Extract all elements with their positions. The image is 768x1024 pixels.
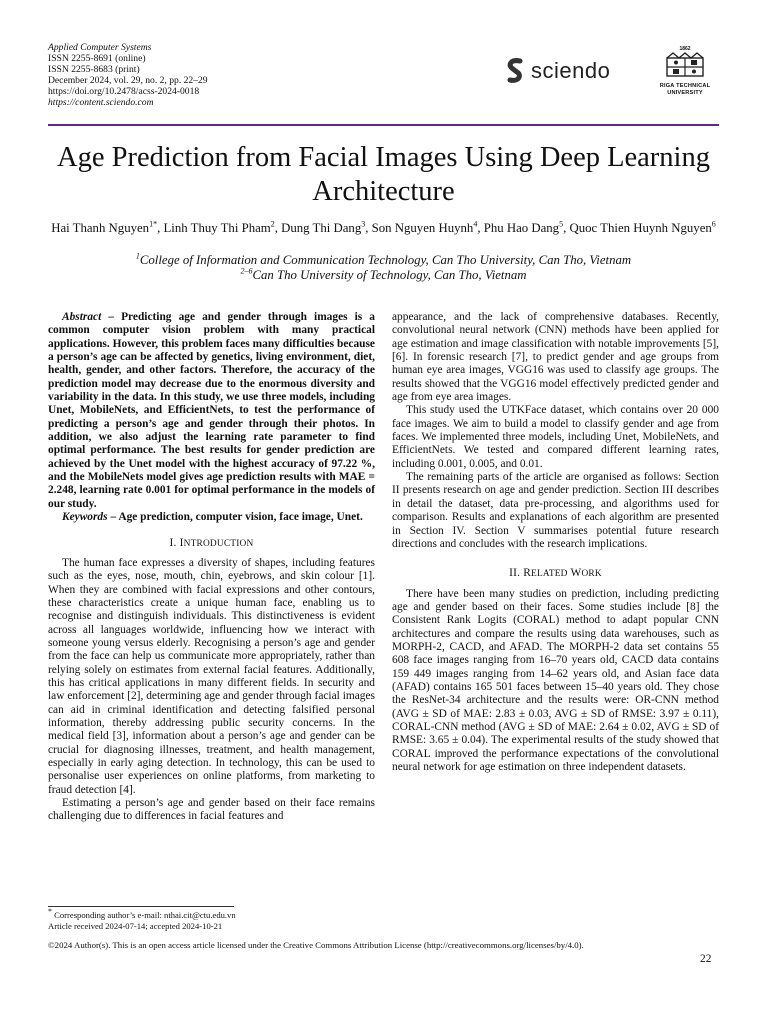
affiliation-text: Can Tho University of Technology, Can Tho, Vietnam	[252, 268, 527, 282]
affiliation-text: College of Information and Communication Technology, Can Tho University, Can Tho, Vietnam	[139, 253, 632, 267]
journal-name: Applied Computer Systems	[48, 42, 152, 53]
affiliation-sup: 1	[135, 251, 140, 261]
author-sup: 6	[711, 219, 716, 229]
section-heading-related-work: II. RELATED WORK	[509, 567, 602, 580]
sciendo-wordmark: sciendo	[531, 58, 611, 83]
paragraph: The remaining parts of the article are organised as follows: Section II presents research on age and gender prediction. Section III describes in detail the dataset, data pre-processing, and algorithms used for comparison. Results and explanations of each algorithm are presented in Section IV. Section V summarises potential future research directions and concludes with the research implications.	[392, 471, 719, 550]
affiliation-sup: 2–6	[240, 266, 253, 276]
rtu-name-line2: UNIVERSITY	[667, 89, 703, 96]
corresponding-author-note: * Corresponding author’s e-mail: nthai.cit@ctu.edu.vn	[48, 907, 236, 920]
paragraph: There have been many studies on prediction, including predicting age and gender based on their faces. Some studies include [8] the Consistent Rank Logits (CORAL) method to adapt popular CNN architectures and compare the results using data warehouses, such as MORPH-2, CACD, and AFAD. The MORPH-2 data set contains 55 608 face images ranging from 16–70 years old, CACD data contains 159 449 images ranging from 14–62 years old, and Asian face data (AFAD) contains 165 501 faces between 15–40 years old. They chose the ResNet-34 architecture and the results were: OR-CNN method (AVG ± SD of MAE: 2.83 ± 0.03, AVG ± SD of RMSE: 3.97 ± 0.11), CORAL-CNN method (AVG ± SD of MAE: 2.64 ± 0.02, AVG ± SD of RMSE: 3.65 ± 0.04). The experimental results of the study showed that CORAL improved the performance expectations of the convolutional neural network for age estimation on three independent datasets.	[392, 587, 719, 773]
author-sup: 3	[361, 219, 366, 229]
abstract	[48, 311, 375, 511]
author-name: Linh Thuy Thi Pham	[163, 221, 271, 235]
license-notice: ©2024 Author(s). This is an open access article licensed under the Creative Commons Attribution License (http://creativecommons.org/licenses/by/4.0).	[48, 940, 584, 950]
paragraph: appearance, and the lack of comprehensive databases. Recently, convolutional neural network (CNN) methods have been applied for age estimation and image classification with notable improvements [5], [6]. In forensic research [7], to predict gender and age groups from human eye area images, VGG16 was used to classify age groups. The results showed that the VGG16 model effectively predicted gender and age from eye area images.	[392, 311, 719, 404]
page-number: 22	[700, 953, 712, 965]
author-list: Hai Thanh Nguyen$^{1*}$, Linh Thuy Thi Pham$^2$, Dung Thi Dang$^3$, Son Nguyen Huynh$^4$, Phu Hao Dang$^5$, Quoc Thien Huynh Nguyen$^6$	[51, 219, 716, 235]
journal-info	[48, 42, 348, 108]
paragraph: The human face expresses a diversity of shapes, including features such as the eyes, nose, mouth, chin, eyebrows, and skin colour [1]. When they are combined with facial expressions and other contours, these characteristics create a unique human face, enabling us to recognise and distinguish individuals. This distinctiveness is evident across all languages worldwide, influencing how we interact with someone young versus elderly. Recognising a person’s age and gender from the face can help us communicate more appropriately, rather than relying solely on estimates from external facial features. Additionally, this has critical applications in many different fields. In security and law enforcement [2], determining age and gender through facial images can aid in criminal identification and detecting falsified personal information, thereby addressing public security concerns. In the medical field [3], information about a person’s age and gender can be crucial for diagnosing illnesses, treatment, and health management, especially in early aging detection. In technology, this can be used to personalise user experiences on online platforms, from marketing to fraud detection [4].	[48, 556, 375, 796]
sciendo-mark-icon	[505, 58, 525, 84]
abstract-lead: Abstract	[62, 311, 102, 323]
author-sup: 2	[270, 219, 275, 229]
paper-title: Age Prediction from Facial Images Using Deep Learning Architecture	[57, 142, 710, 207]
rtu-logo	[650, 46, 720, 96]
section-heading-introduction: I. INTRODUCTION	[169, 536, 254, 549]
issn-print: ISSN 2255-8683 (print)	[48, 64, 140, 75]
author-sup: 4	[473, 219, 478, 229]
rtu-crest-icon	[665, 52, 705, 78]
author-name: Phu Hao Dang	[483, 221, 560, 235]
right-column	[392, 311, 719, 774]
author-name: Son Nguyen Huynh	[371, 221, 474, 235]
author-sup: 5	[559, 219, 564, 229]
author-name: Dung Thi Dang	[281, 221, 362, 235]
left-column	[48, 311, 375, 824]
paragraph: This study used the UTKFace dataset, which contains over 20 000 face images. We aim to build a model to classify gender and age from faces. We implemented three models, including Unet, MobileNets, and EfficientNets. We tested and compared different learning rates, including 0.001, 0.005, and 0.01.	[392, 404, 719, 470]
doi-link[interactable]: https://doi.org/10.2478/acss-2024-0018	[48, 86, 200, 97]
article-dates: Article received 2024-07-14; accepted 2024-10-21	[48, 920, 223, 931]
keywords-text: – Age prediction, computer vision, face image, Unet.	[110, 511, 363, 524]
footnote-divider	[48, 906, 234, 907]
author-sup: 1*	[149, 219, 158, 229]
keywords-lead: Keywords	[62, 511, 108, 524]
author-name: Hai Thanh Nguyen	[51, 221, 150, 235]
keywords	[48, 511, 375, 524]
sciendo-logo	[505, 56, 610, 86]
issn-online: ISSN 2255-8691 (online)	[48, 53, 146, 64]
affiliation-2	[48, 267, 719, 283]
journal-url[interactable]: https://content.sciendo.com	[48, 97, 154, 108]
header-divider	[48, 124, 719, 126]
affiliation-1	[48, 252, 719, 268]
author-name: Quoc Thien Huynh Nguyen	[569, 221, 712, 235]
rtu-name-line1: RIGA TECHNICAL	[659, 83, 711, 89]
abstract-text: – Predicting age and gender through images is a common computer vision problem with many practical applications. However, this problem faces many difficulties because a person’s age can be affected by genetics, living environment, diet, health, gender, and other factors. Therefore, the accuracy of the prediction model may decrease due to the enormous diversity and variability in the data. In this study, we use three models, including Unet, MobileNets, and EfficientNets, to test the performance of predicting a person’s age and gender through their photos. In addition, we also adjust the learning rate parameter to find optimal performance. The best results for gender prediction are achieved by the Unet model with the highest accuracy of 97.22 %, and the MobileNets model gives age prediction results with MAE = 2.248, learning rate 0.001 for optimal performance in the models of our study.	[48, 311, 375, 510]
rtu-year: 1862	[679, 46, 691, 52]
issue-info: December 2024, vol. 29, no. 2, pp. 22–29	[48, 75, 208, 86]
footnotes	[48, 907, 448, 931]
paragraph: Estimating a person’s age and gender based on their face remains challenging due to differences in facial features and	[48, 797, 375, 823]
